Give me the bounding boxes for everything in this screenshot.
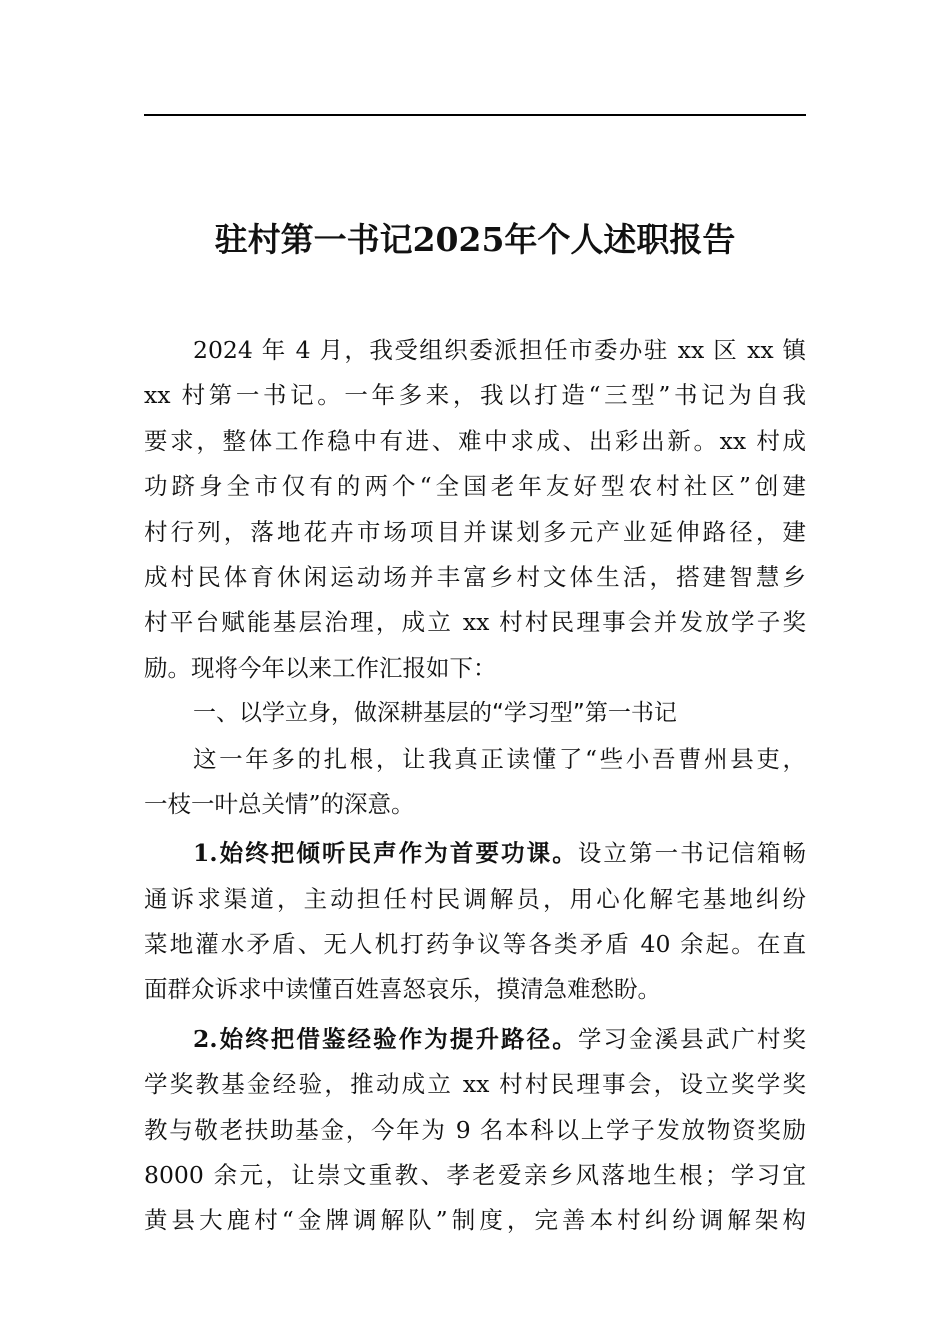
item-lead: 2.始终把借鉴经验作为提升路径。 [193, 1024, 578, 1053]
paragraph-intro [144, 328, 806, 691]
text-line: 功跻身全市仅有的两个“全国老年友好型农村社区”创建 [144, 472, 806, 501]
item-text: 设立第一书记信箱畅 [577, 839, 806, 868]
text-line [144, 831, 806, 876]
text-line: 村行列，落地花卉市场项目并谋划多元产业延伸路径，建 [144, 517, 806, 546]
text-line: 2024 年 4 月，我受组织委派担任市委办驻 xx 区 xx 镇 [193, 336, 806, 364]
text-line: 菜地灌水矛盾、无人机打药争议等各类矛盾 40 余起。在直 [144, 930, 806, 959]
text-line: 成村民体育休闲运动场并丰富乡村文体生活，搭建智慧乡 [144, 562, 806, 591]
text-line: 黄县大鹿村“金牌调解队”制度，完善本村纠纷调解架构 [144, 1206, 806, 1235]
text-line: xx 村第一书记。一年多来，我以打造“三型”书记为自我 [144, 381, 806, 410]
item-text: 学习金溪县武广村奖 [577, 1024, 806, 1053]
text-line: 励。现将今年以来工作汇报如下： [144, 653, 497, 682]
paragraph-item-1 [144, 831, 806, 1013]
text-line: 教与敬老扶助基金，今年为 9 名本科以上学子发放物资奖励 [144, 1115, 806, 1144]
paragraph-section-intro [144, 737, 806, 828]
text-line: 村平台赋能基层治理，成立 xx 村村民理事会并发放学子奖 [144, 608, 806, 637]
item-lead: 1.始终把倾听民声作为首要功课。 [193, 839, 578, 868]
text-line: 8000 余元，让崇文重教、孝老爱亲乡风落地生根；学习宜 [144, 1161, 806, 1190]
text-line: 面群众诉求中读懂百姓喜怒哀乐，摸清急难愁盼。 [144, 975, 661, 1004]
section-heading: 一、以学立身，做深耕基层的“学习型”第一书记 [193, 700, 677, 727]
text-line [144, 1017, 806, 1062]
text-line: 要求，整体工作稳中有进、难中求成、出彩出新。xx 村成 [144, 426, 806, 455]
document-title: 驻村第一书记2025年个人述职报告 [214, 220, 736, 260]
document-body [144, 328, 806, 1244]
header-rule [144, 114, 806, 116]
text-line: 学奖教基金经验，推动成立 xx 村村民理事会，设立奖学奖 [144, 1070, 806, 1099]
text-line: 这一年多的扎根，让我真正读懂了“些小吾曹州县吏， [193, 744, 806, 773]
text-line: 通诉求渠道，主动担任村民调解员，用心化解宅基地纠纷 [144, 884, 806, 913]
paragraph-item-2 [144, 1017, 806, 1244]
text-line: 一枝一叶总关情”的深意。 [144, 789, 415, 818]
